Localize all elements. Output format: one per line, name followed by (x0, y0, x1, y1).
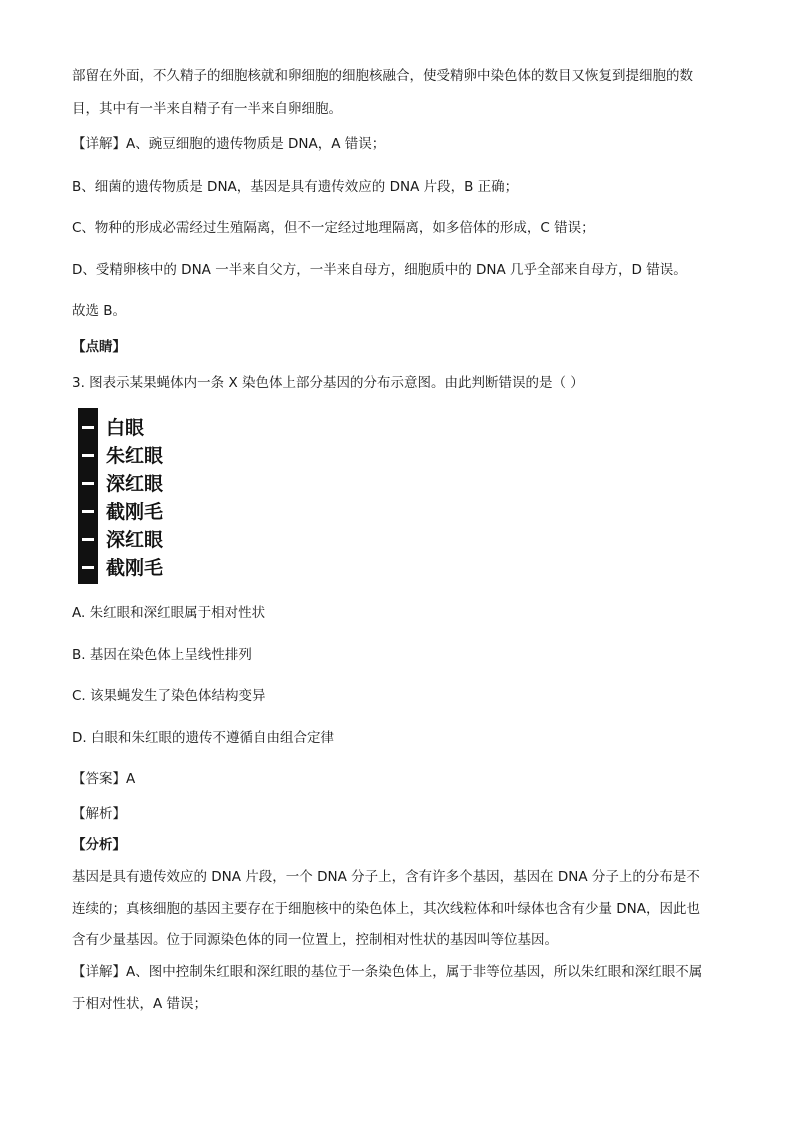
gene-band (82, 510, 94, 513)
gene-band (82, 566, 94, 569)
answer: 【答案】A (72, 771, 136, 787)
gene-label: 截刚毛 (106, 501, 164, 523)
conclusion: 故选 B。 (72, 303, 127, 319)
detail-new-line-2: 于相对性状，A 错误； (72, 996, 208, 1012)
fenxi-line-1: 基因是具有遗传效应的 DNA 片段，一个 DNA 分子上，含有许多个基因，基因在 DNA 分子上的分布是不 (72, 869, 700, 885)
intro-line-1: 部留在外面，不久精子的细胞核就和卵细胞的细胞核融合，使受精卵中染色体的数目又恢复到提细胞的数 (72, 68, 693, 84)
analysis-label: 【解析】 (72, 806, 126, 822)
gene-band (82, 482, 94, 485)
gene-label: 朱红眼 (106, 445, 164, 467)
option-d: D. 白眼和朱红眼的遗传不遵循自由组合定律 (72, 730, 334, 746)
detail-line-d: D、受精卵核中的 DNA 一半来自父方，一半来自母方，细胞质中的 DNA 几乎全部来自母方，D 错误。 (72, 262, 687, 278)
option-b: B. 基因在染色体上呈线性排列 (72, 647, 252, 663)
fenxi-line-2: 连续的；真核细胞的基因主要存在于细胞核中的染色体上，其次线粒体和叶绿体也含有少量 DNA，因此也 (72, 901, 701, 917)
detail-line-b: B、细菌的遗传物质是 DNA，基因是具有遗传效应的 DNA 片段，B 正确； (72, 179, 519, 195)
intro-line-2: 目，其中有一半来自精子有一半来自卵细胞。 (72, 101, 342, 117)
gene-band (82, 538, 94, 541)
option-c: C. 该果蝇发生了染色体结构变异 (72, 688, 266, 704)
gene-label: 深红眼 (106, 529, 164, 551)
detail-line-c: C、物种的形成必需经过生殖隔离，但不一定经过地理隔离，如多倍体的形成，C 错误； (72, 220, 595, 236)
gene-label: 截刚毛 (106, 557, 164, 579)
chromosome-bar (78, 408, 98, 584)
gene-band (82, 454, 94, 457)
gene-label: 白眼 (106, 417, 145, 439)
option-a: A. 朱红眼和深红眼属于相对性状 (72, 605, 266, 621)
fenxi-line-3: 含有少量基因。位于同源染色体的同一位置上，控制相对性状的基因叫等位基因。 (72, 932, 558, 948)
detail-new-line-1: 【详解】A、图中控制朱红眼和深红眼的基位于一条染色体上，属于非等位基因，所以朱红眼和深红眼不属 (72, 964, 703, 980)
comment-label: 【点睛】 (72, 339, 126, 355)
gene-band (82, 426, 94, 429)
detail-line-a: 【详解】A、豌豆细胞的遗传物质是 DNA，A 错误； (72, 136, 386, 152)
fenxi-label: 【分析】 (72, 837, 126, 853)
gene-label: 深红眼 (106, 473, 164, 495)
question-3: 3. 图表示某果蝇体内一条 X 染色体上部分基因的分布示意图。由此判断错误的是（ ） (72, 375, 584, 391)
